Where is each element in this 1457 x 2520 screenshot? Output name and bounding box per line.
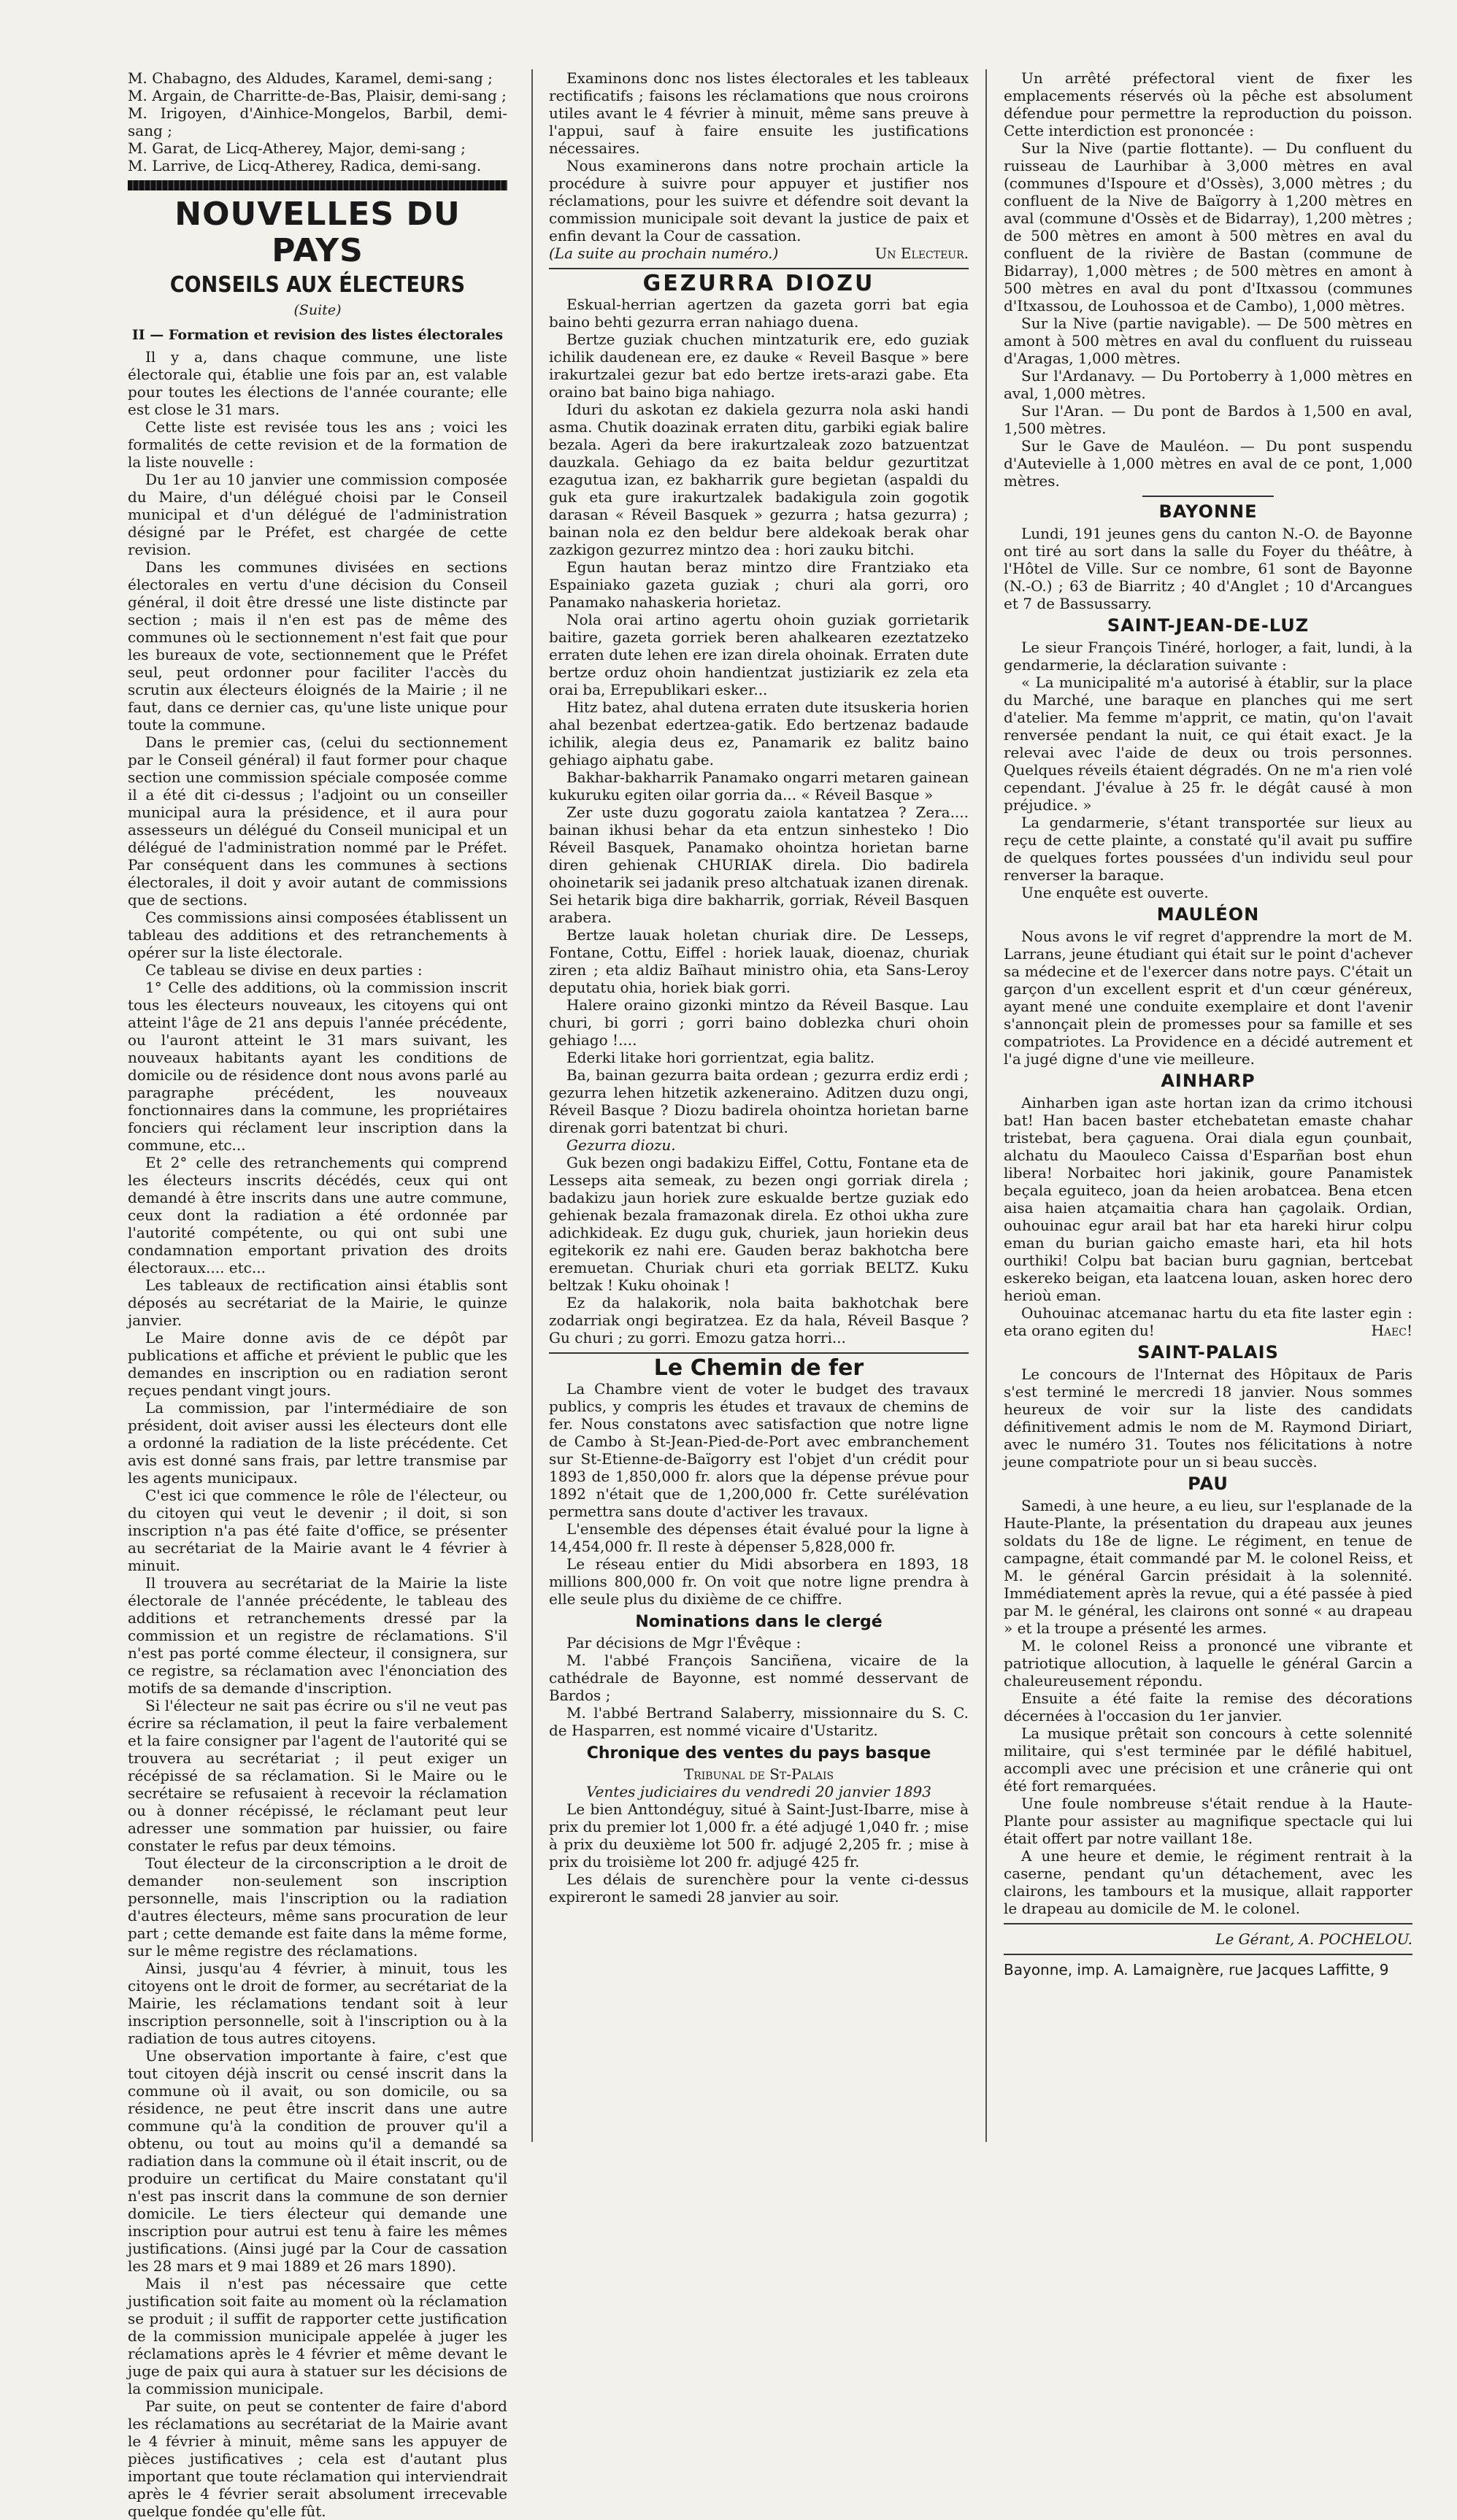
column-2 — [549, 69, 969, 2142]
paragraph: La Chambre vient de voter le budget des travaux publics, y compris les études et travaux de chemins de fer. Nous constatons avec satisfaction que notre ligne de Cambo à St-Jean-Pied-de-Port avec embranchement sur St-Etienne-de-Baïgorry est l'objet d'un crédit pour 1893 de 1,850,000 fr. alors que la dépense prévue pour 1892 n'était que de 1,200,000 fr. Cette surélévation permettra sans doute d'activer les travaux. — [549, 1380, 969, 1520]
paragraph: Guk bezen ongi badakizu Eiffel, Cottu, Fontane eta de Lesseps aita semeak, zu bezen ongi gorriak direla ; badakizu jaun horiek zure eskualde bertze guziak edo gehienak bezala framazonak direla. Ez othoi ukha zure adichkideak. Ez dugu guk, churiek, jaun horiekin deus egitekorik ez nahi ere. Gauden beraz bakhotcha bere eremuetan. Churiak churi eta gorriak BELTZ. Kuku beltzak ! Kuku ohoinak ! — [549, 1154, 969, 1294]
paragraph: Examinons donc nos listes électorales et les tableaux rectificatifs ; faisons les réclamations que nous croirons utiles avant le 4 février à minuit, même sans preuve à l'appui, sauf à faire ensuite les justifications nécessaires. — [549, 69, 969, 157]
paragraph: Par décisions de Mgr l'Évêque : — [566, 1634, 801, 1652]
paragraph: Sur l'Aran. — Du pont de Bardos à 1,500 en aval, 1,500 mètres. — [1004, 402, 1412, 437]
paragraph: M. l'abbé Bertrand Salaberry, missionnaire du S. C. de Hasparren, est nommé vicaire d'Ustaritz. — [549, 1704, 969, 1739]
paragraph: Tout électeur de la circonscription a le droit de demander non-seulement son inscription personnelle, mais l'inscription ou la radiation d'autres électeurs, même sans procuration de leur part ; cette demande est faite dans la même forme, sur le même registre des réclamations. — [128, 1854, 507, 1960]
paragraph: Zer uste duzu gogoratu zaiola kantatzea ? Zera.... bainan ikhusi behar da eta entzun sinhesteko ! Dio Réveil Basquek, Panamako ohointza horietan barne diren gehienak CHURIAK direla. Dio badirela ohoinetarik sei jadanik preso altchatuak izanen direnak. Sei hetarik biga dire bakharrik, gorriak, Réveil Basquen arabera. — [549, 804, 969, 926]
paragraph: Ainsi, jusqu'au 4 février, à minuit, tous les citoyens ont le droit de former, au secrétariat de la Mairie, les réclamations tendant soit à leur inscription personnelle, soit à l'inscription ou à la radiation de tous autres citoyens. — [128, 1960, 507, 2047]
article-suite: (Suite) — [293, 302, 342, 318]
paragraph: Ez da halakorik, nola baita bakhotchak bere zodarriak ongi begiratzea. Ez da hala, Réveil Basque ? Gu churi ; zu gorri. Emozu gatza horri... — [549, 1294, 969, 1346]
paragraph: Dans le premier cas, (celui du sectionnement par le Conseil général) il faut former pour chaque section une commission spéciale composée comme il a été dit ci-dessus ; l'adjoint ou un conseiller municipal aura la présidence, et il aura pour assesseurs un délégué du Conseil municipal et un délégué de l'administration nommé par le Préfet. Par conséquent dans les communes à sections électorales, il doit y avoir autant de commissions que de sections. — [128, 733, 507, 909]
paragraph: Samedi, à une heure, a eu lieu, sur l'esplanade de la Haute-Plante, la présentation du drapeau aux jeunes soldats du 18e de ligne. Le régiment, en tenue de campagne, était commandé par M. le colonel Reiss, et M. le général Garcin présidait à la solennité. Immédiatement après la revue, qui a été passée à pied par M. le général, les clairons ont sonné « au drapeau » et la troupe a présenté les armes. — [1004, 1497, 1412, 1637]
paragraph: 1° Celle des additions, où la commission inscrit tous les électeurs nouveaux, les citoyens qui ont atteint l'âge de 21 ans depuis l'année précédente, ou l'auront atteint le 31 mars suivant, les nouveaux habitants ayant les conditions de domicile ou de résidence dont nous avons parlé au paragraphe précédent, les nouveaux fonctionnaires dans la commune, les propriétaires fonciers qui réclament leur inscription dans la commune, etc... — [128, 979, 507, 1154]
article-title: Chronique des ventes du pays basque — [586, 1744, 931, 1762]
paragraph: Si l'électeur ne sait pas écrire ou s'il ne veut pas écrire sa réclamation, il peut la faire verbalement et la faire consigner par l'agent de l'autorité qui se trouvera au secrétariat ; il peut exiger un récépissé de sa réclamation. Si le Maire ou le secrétaire se refusaient à recevoir la réclamation ou à donner récépissé, le réclamant peut leur adresser une sommation par huissier, ou faire constater le refus par deux témoins. — [128, 1697, 507, 1854]
paragraph: Et 2° celle des retranchements qui comprend les électeurs inscrits décédés, ceux qui ont demandé à être inscrits dans une autre commune, ceux dont la radiation a été ordonnée par l'autorité compétente, ou qui ont subi une condamnation emportant privation des droits électoraux.... etc... — [128, 1154, 507, 1276]
column-3 — [1004, 69, 1412, 2142]
paragraph: Le réseau entier du Midi absorbera en 1893, 18 millions 800,000 fr. On voit que notre ligne prendra à elle seule plus du dixième de ce chiffre. — [549, 1555, 969, 1608]
paragraph: Une enquête est ouverte. — [1021, 884, 1209, 901]
paragraph: Ce tableau se divise en deux parties : — [145, 961, 423, 979]
column-1 — [128, 69, 507, 2520]
divider — [1004, 1923, 1412, 1924]
article-title: Nominations dans le clergé — [635, 1613, 883, 1631]
paragraph: Nola orai artino agertu ohoin guziak gorrietarik baitire, gazeta gorriek beren ahalkearen ezeztatzeko erraten dute lehen ere izan direla ohoinak. Erraten dute bertze orduz ohoin handientzat justiziarik ez zela eta orai ba, Errepublikari esker... — [549, 611, 969, 698]
paragraph: La commission, par l'intermédiaire de son président, doit aviser aussi les électeurs dont elle a ordonné la radiation de la liste précédente. Cet avis est donné sans frais, par lettre transmise par les agents municipaux. — [128, 1399, 507, 1487]
paragraph: Ederki litake hori gorrientzat, egia balitz. — [566, 1049, 875, 1066]
paragraph: Le concours de l'Internat des Hôpitaux de Paris s'est terminé le mercredi 18 janvier. Nous sommes heureux de voir sur la liste des candidats définitivement admis le nom de M. Raymond Diriart, avec le numéro 31. Toutes nos félicitations à notre jeune compatriote pour un si beau succès. — [1004, 1365, 1412, 1471]
section-title: NOUVELLES DU PAYS — [174, 196, 461, 269]
paragraph: Halere oraino gizonki mintzo da Réveil Basque. Lau churi, bi gorri ; gorri baino doblezka churi ohoin gehiago !.... — [549, 996, 969, 1049]
divider — [549, 1352, 969, 1354]
paragraph: Nous examinerons dans notre prochain article la procédure à suivre pour appuyer et justifier nos réclamations, pour les suivre et défendre soit devant la commission municipale soit devant la justice de paix et enfin devant la Cour de cassation. — [549, 157, 969, 244]
paragraph-text: Ouhouinac atcemanac hartu du eta fite laster egin : eta orano egiten du! — [1004, 1304, 1412, 1339]
paragraph: Les délais de surenchère pour la vente ci-dessus expireront le samedi 28 janvier au soir. — [549, 1870, 969, 1906]
paragraph: M. le colonel Reiss a prononcé une vibrante et patriotique allocution, à laquelle le général Garcin a chaleureusement répondu. — [1004, 1637, 1412, 1689]
divider — [1142, 496, 1274, 497]
paragraph: Egun hautan beraz mintzo dire Frantziako eta Espainiako gazeta guziak ; churi ala gorri, oro Panamako nahaskeria horietaz. — [549, 558, 969, 611]
town-heading: MAULÉON — [1156, 904, 1260, 925]
paragraph: M. l'abbé François Sanciñena, vicaire de la cathédrale de Bayonne, est nommé desservant de Bardos ; — [549, 1652, 969, 1704]
paragraph: Le Maire donne avis de ce dépôt par publications et affiche et prévient le public que les demandes en inscription ou en radiation seront reçues pendant vingt jours. — [128, 1329, 507, 1399]
paragraph: Sur le Gave de Mauléon. — Du pont suspendu d'Autevielle à 1,000 mètres en aval de ce pont, 1,000 mètres. — [1004, 437, 1412, 490]
article-subtitle: Ventes judiciaires du vendredi 20 janvier 1893 — [585, 1783, 931, 1800]
paragraph: Ces commissions ainsi composées établissent un tableau des additions et des retranchements à opérer sur la liste électorale. — [128, 909, 507, 961]
paragraph: Le sieur François Tinéré, horloger, a fait, lundi, à la gendarmerie, la déclaration suivante : — [1004, 639, 1412, 674]
divider — [549, 268, 969, 269]
paragraph: Mais il n'est pas nécessaire que cette justification soit faite au moment où la réclamation se produit ; il suffit de rapporter cette justification de la commission municipale appelée à juger les réclamations après le 4 février et même devant le juge de paix qui aura à statuer sur les décisions de la commission municipale. — [128, 2275, 507, 2397]
article-title: GEZURRA DIOZU — [642, 271, 875, 296]
paragraph: La gendarmerie, s'étant transportée sur lieux au reçu de cette plainte, a constaté qu'il avait pu suffire de quelques fortes poussées d'un individu seul pour renverser la baraque. — [1004, 814, 1412, 884]
list-item: M. Irigoyen, d'Ainhice-Mongelos, Barbil, demi-sang ; — [128, 104, 507, 139]
gerant-signature: Le Gérant, A. POCHELOU. — [1215, 1930, 1412, 1948]
paragraph: Les tableaux de rectification ainsi établis sont déposés au secrétariat de la Mairie, le quinze janvier. — [128, 1276, 507, 1329]
list-item: M. Argain, de Charritte-de-Bas, Plaisir, demi-sang ; — [128, 87, 507, 104]
paragraph: Le bien Anttondéguy, situé à Saint-Just-Ibarre, mise à prix du premier lot 1,000 fr. a été adjugé 1,040 fr. ; mise à prix du deuxième lot 500 fr. adjugé 2,205 fr. ; mise à prix du troisième lot 200 fr. adjugé 425 fr. — [549, 1800, 969, 1870]
paragraph: Cette liste est revisée tous les ans ; voici les formalités de cette revision et de la formation de la liste nouvelle : — [128, 418, 507, 471]
town-heading: SAINT-JEAN-DE-LUZ — [1107, 615, 1310, 636]
article-footer — [549, 244, 969, 262]
paragraph: Nous avons le vif regret d'apprendre la mort de M. Larrans, jeune étudiant qui était sur le point d'achever sa médecine et de l'exercer dans notre pays. C'était un garçon d'un excellent esprit et d'un cœur généreux, ayant mené une conduite exemplaire et dont l'avenir s'annonçait plein de promesses pour sa famille et ses compatriotes. La Providence en a décidé autrement et l'a jugé digne d'une vie meilleure. — [1004, 928, 1412, 1068]
paragraph: Ensuite a été faite la remise des décorations décernées à l'occasion du 1er janvier. — [1004, 1689, 1412, 1725]
paragraph: L'ensemble des dépenses était évalué pour la ligne à 14,454,000 fr. Il reste à dépenser 5,828,000 fr. — [549, 1520, 969, 1555]
continuation-note: (La suite au prochain numéro.) — [549, 244, 779, 262]
signature: Un Electeur. — [874, 244, 969, 262]
paragraph — [1004, 1304, 1412, 1339]
signature: Haec! — [1371, 1322, 1412, 1339]
paragraph: Bertze lauak holetan churiak dire. De Lesseps, Fontane, Cottu, Eiffel : horiek lauak, dioenaz, churiak ziren ; eta aldiz Baïhaut ministro ohia, eta Sans-Leroy deputatu ohia, horiek biak gorri. — [549, 926, 969, 996]
decorative-rule — [128, 180, 507, 190]
paragraph: Dans les communes divisées en sections électorales en vertu d'une décision du Conseil général, il doit être dressé une liste distincte par section ; mais il n'en est pas de même des communes où le sectionnement n'est fait que pour les bureaux de vote, sectionnement que le Préfet seul, peut ordonner pour faciliter l'accès du scrutin aux électeurs éloignés de la Mairie ; il ne faut, dans ce dernier cas, qu'une liste unique pour toute la commune. — [128, 558, 507, 733]
subsection-heading: II — Formation et revision des listes électorales — [131, 327, 504, 343]
paragraph: Par suite, on peut se contenter de faire d'abord les réclamations au secrétariat de la Mairie avant le 4 février à minuit, même sans les appuyer de pièces justificatives ; cela est d'autant plus important que toute réclamation qui interviendrait après le 4 février serait absolument irrecevable quelque fondée qu'elle fût. — [128, 2397, 507, 2520]
paragraph: « La municipalité m'a autorisé à établir, sur la place du Marché, une baraque en planches qui me sert d'atelier. Ma femme m'apprit, ce matin, qu'on l'avait renversée pendant la nuit, ce qui était exact. Je la relevai avec l'aide de deux ou trois personnes. Quelques réveils étaient dégradés. On ne m'a rien volé cependant. J'évalue à 25 fr. le dégât causé à mon préjudice. » — [1004, 674, 1412, 814]
list-item: M. Chabagno, des Aldudes, Karamel, demi-sang ; — [128, 69, 493, 87]
paragraph: Un arrêté préfectoral vient de fixer les emplacements réservés où la pêche est absolument défendue pour permettre la reproduction du poisson. Cette interdiction est prononcée : — [1004, 69, 1412, 139]
paragraph: Une foule nombreuse s'était rendue à la Haute-Plante pour assister au magnifique spectacle qui lui était offert par notre vaillant 18e. — [1004, 1795, 1412, 1847]
town-heading: BAYONNE — [1158, 501, 1258, 522]
paragraph: La musique prêtait son concours à cette solennité militaire, qui s'est terminée par le défilé habituel, accompli avec une précision et une crânerie qui ont été fort remarquées. — [1004, 1725, 1412, 1795]
paragraph: Gezurra diozu. — [566, 1136, 676, 1154]
paragraph: Il y a, dans chaque commune, une liste électorale qui, établie une fois par an, est valable pour toutes les élections de l'année courante; elle est close le 31 mars. — [128, 348, 507, 418]
paragraph: A une heure et demie, le régiment rentrait à la caserne, pendant qu'un détachement, avec les clairons, les tambours et la musique, allait rapporter le drapeau au domicile de M. le colonel. — [1004, 1847, 1412, 1917]
paragraph: Bertze guziak chuchen mintzaturik ere, edo guziak ichilik daudenean ere, ez dauke « Reveil Basque » bere irakurtzalei gezur bat edo bertze irets-arazi gabe. Eta oraino bat baino biga nahiago. — [549, 331, 969, 401]
divider — [1004, 1954, 1412, 1955]
paragraph: Sur la Nive (partie navigable). — De 500 mètres en amont à 500 mètres en aval du confluent du ruisseau d'Aragas, 1,000 mètres. — [1004, 315, 1412, 367]
paragraph: Du 1er au 10 janvier une commission composée du Maire, d'un délégué choisi par le Conseil municipal et d'un délégué de l'administration désigné par le Préfet, est chargée de cette revision. — [128, 471, 507, 558]
paragraph: C'est ici que commence le rôle de l'électeur, ou du citoyen qui veut le devenir ; il doit, si son inscription n'a pas été faite d'office, se présenter au secrétariat de la Mairie avant le 4 février à minuit. — [128, 1487, 507, 1574]
paragraph: Eskual-herrian agertzen da gazeta gorri bat egia baino behti gezurra erran nahiago duena. — [549, 296, 969, 331]
paragraph: Il trouvera au secrétariat de la Mairie la liste électorale de l'année précédente, le tableau des additions et retranchements dressé par la commission et un registre de réclamations. S'il n'est pas porté comme électeur, il consignera, sur ce registre, sa réclamation avec l'énonciation des motifs de sa demande d'inscription. — [128, 1574, 507, 1697]
horse-list — [128, 69, 507, 174]
paragraph: Une observation importante à faire, c'est que tout citoyen déjà inscrit ou censé inscrit dans la commune où il avait, ou son domicile, ou sa résidence, ne peut être inscrit dans une autre commune qu'à la condition de prouver qu'il a obtenu, ou tout au moins qu'il a demandé sa radiation dans la commune où il était inscrit, ou de produire un certificat du Maire constatant qu'il n'est pas inscrit dans la commune de son dernier domicile. Le tiers électeur qui demande une inscription pour autrui est tenu à faire les mêmes justifications. (Ainsi jugé par la Cour de cassation les 28 mars et 9 mai 1889 et 26 mars 1890). — [128, 2047, 507, 2275]
list-item: M. Garat, de Licq-Atherey, Major, demi-sang ; — [128, 139, 466, 157]
town-heading: SAINT-PALAIS — [1137, 1342, 1279, 1363]
paragraph: Ba, bainan gezurra baita ordean ; gezurra erdiz erdi ; gezurra lehen hitzetik azkeneraino. Aditzen duzu ongi, Réveil Basque ? Diozu badirela ohointza horietan barne direnak gorri batentzat bi churi. — [549, 1066, 969, 1136]
article-subtitle: Tribunal de St-Palais — [683, 1765, 834, 1783]
town-heading: PAU — [1188, 1473, 1229, 1494]
paragraph: Iduri du askotan ez dakiela gezurra nola aski handi asma. Chutik doazinak erraten ditu, garbiki egiak balire bezala. Ageri da bere irakurtzaleak zozo batzuentzat dauzkala. Gehiago da ez baita beldur gezurtitzat ezagutua izan, ez bakharrik gure begietan (aspaldi du guk eta gure irakurtzalek badakigula zoin gogotik darasan « Réveil Basquek » gezurra ; hatsa gezurra) ; bainan nola ez den beldur bere aldekoak berak ohar zazkigon gezurrez mintzo dea : hori zauku bitchi. — [549, 401, 969, 558]
column-rule — [985, 69, 987, 2142]
paragraph: Lundi, 191 jeunes gens du canton N.-O. de Bayonne ont tiré au sort dans la salle du Foyer du théâtre, à l'Hôtel de Ville. Sur ce nombre, 61 sont de Bayonne (N.-O.) ; 63 de Biarritz ; 40 d'Anglet ; 10 d'Arcangues et 7 de Bassussarry. — [1004, 525, 1412, 612]
paragraph: Ainharben igan aste hortan izan da crimo itchousi bat! Han bacen baster etchebatetan emaste chahar tristebat, bera çaguena. Orai diala egun çounbait, alchatu du Maouleco Caissa d'Esparñan bost ehun libera! Norbaitec hori jakinik, goure Panamistek beçala eguiteco, joan da heien arobatcea. Bena etcen aisa haien atçamaitia chara han çagolaik. Ordian, ouhouinac egur arail bat har eta hareki hirur colpu eman du burian gaicho emaste hari, eta hil hots ourthiki! Colpu bat bacian buru gagnian, bertcebat eskereko beigan, eta laatcena louan, asken horec dero herioù eman. — [1004, 1094, 1412, 1304]
paragraph: Hitz batez, ahal dutena erraten dute itsuskeria horien ahal bezenbat edertzea-gatik. Edo bertzenaz badaude ichilik, alegia deus ez, Panamarik ez balitz baino gehiago aiphatu gabe. — [549, 698, 969, 768]
paragraph: Sur la Nive (partie flottante). — Du confluent du ruisseau de Laurhibar à 3,000 mètres en aval (communes d'Ispoure et d'Ossès), 3,000 mètres ; du confluent de la Nive de Baïgorry à 1,200 mètres en aval (commune d'Ossès et de Bidarray), 1,200 mètres ; de 500 mètres en amont à 500 mètres en aval du confluent de la rivière de Bastan (commune de Bidarray), 1,000 mètres ; de 500 mètres en amont à 500 mètres en aval du pont d'Itxassou (communes d'Itxassou, de Louhossoa et de Cambo), 1,000 mètres. — [1004, 139, 1412, 315]
paragraph: Bakhar-bakharrik Panamako ongarri metaren gainean kukuruku egiten oilar gorria da... « Réveil Basque » — [549, 768, 969, 804]
column-rule — [531, 69, 533, 2142]
town-heading: AINHARP — [1161, 1071, 1256, 1091]
article-title: CONSEILS AUX ÉLECTEURS — [169, 272, 466, 298]
list-item: M. Larrive, de Licq-Atherey, Radica, demi-sang. — [128, 157, 482, 174]
printer-imprint: Bayonne, imp. A. Lamaignère, rue Jacques Laffitte, 9 — [1004, 1961, 1389, 1978]
article-title: Le Chemin de fer — [653, 1355, 864, 1381]
paragraph: Sur l'Ardanavy. — Du Portoberry à 1,000 mètres en aval, 1,000 mètres. — [1004, 367, 1412, 402]
